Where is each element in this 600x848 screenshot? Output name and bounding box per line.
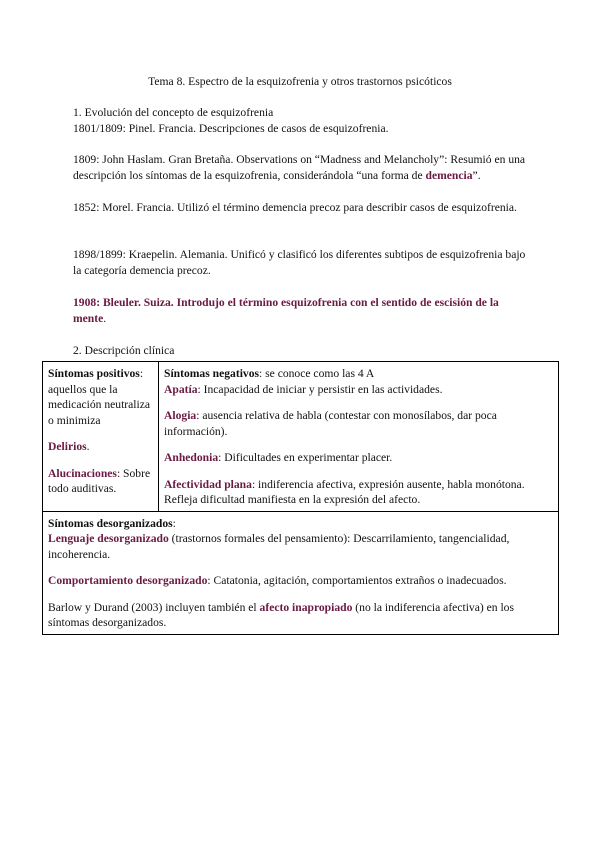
negative-desc: : se conoce como las 4 A (259, 367, 375, 380)
afectividad-term: Afectividad plana (164, 477, 252, 491)
apatia-desc: : Incapacidad de iniciar y persistir en las actividades. (197, 382, 443, 396)
alucinaciones-desc: : Sobre todo auditivas. (48, 466, 151, 495)
page-title: Tema 8. Espectro de la esquizofrenia y otros trastornos psicóticos (148, 75, 452, 88)
bleuler-entry (73, 295, 533, 326)
disorganized-label: Síntomas desorganizados (48, 516, 173, 530)
lenguaje-desc: (trastornos formales del pensamiento): Descarrilamiento, tangencialidad, incoherencia. (48, 532, 510, 561)
comportamiento-term: Comportamiento desorganizado (48, 574, 208, 587)
haslam-highlight: demencia (425, 168, 473, 182)
bleuler-end: . (103, 311, 107, 325)
haslam-entry (73, 152, 533, 183)
anhedonia-desc: : Dificultades en experimentar placer. (218, 451, 393, 464)
apatia-term: Apatía (164, 382, 198, 396)
symptoms-table (42, 361, 559, 635)
barlow-pre: Barlow y Durand (2003) incluyen también el (48, 600, 260, 614)
clinical-heading: 2. Descripción clínica (73, 344, 175, 357)
barlow-post: (no la indiferencia afectiva) en los síntomas desorganizados. (48, 600, 514, 629)
positive-label: Síntomas positivos (48, 367, 140, 380)
table-row (43, 511, 559, 634)
disorganized-label-end: : (172, 516, 176, 530)
positive-symptoms-cell (43, 362, 159, 512)
comportamiento-desc: : Catatonia, agitación, comportamientos extraños o inadecuados. (207, 574, 507, 587)
haslam-end: ”. (472, 168, 481, 182)
evolution-heading: 1. Evolución del concepto de esquizofrenia (73, 106, 274, 119)
negative-symptoms-cell (159, 362, 559, 512)
alogia-term: Alogia (164, 409, 197, 422)
alucinaciones-term: Alucinaciones (48, 466, 117, 480)
anhedonia-term: Anhedonia (164, 451, 219, 464)
positive-desc: : aquellos que la medicación neutraliza o minimiza (48, 367, 151, 427)
afectividad-desc: : indiferencia afectiva, expresión ausente, habla monótona. Refleja dificultad manifiesta en la expresión del afecto. (164, 477, 525, 506)
negative-label: Síntomas negativos (164, 367, 260, 380)
kraepelin-entry: 1898/1899: Kraepelin. Alemania. Unificó y clasificó los diferentes subtipos de esquizofrenia bajo la categoría demencia precoz. (73, 248, 526, 277)
delirios-end: . (86, 440, 90, 453)
delirios-term: Delirios (48, 440, 87, 453)
disorganized-symptoms-cell (43, 511, 559, 634)
lenguaje-term: Lenguaje desorganizado (48, 532, 169, 545)
haslam-text: 1809: John Haslam. Gran Bretaña. Observations on “Madness and Melancholy”: Resumió en una descripción los síntomas de la esquizofrenia, considerándola “una forma de (73, 153, 526, 182)
table-row (43, 362, 559, 512)
afecto-inapropiado-term: afecto inapropiado (259, 600, 353, 614)
bleuler-highlight: 1908: Bleuler. Suiza. Introdujo el término esquizofrenia con el sentido de escisión de la mente (73, 296, 499, 325)
morel-entry: 1852: Morel. Francia. Utilizó el término demencia precoz para describir casos de esquizofrenia. (73, 201, 517, 214)
pinel-entry: 1801/1809: Pinel. Francia. Descripciones de casos de esquizofrenia. (73, 122, 389, 135)
alogia-desc: : ausencia relativa de habla (contestar con monosílabos, dar poca información). (164, 409, 497, 438)
